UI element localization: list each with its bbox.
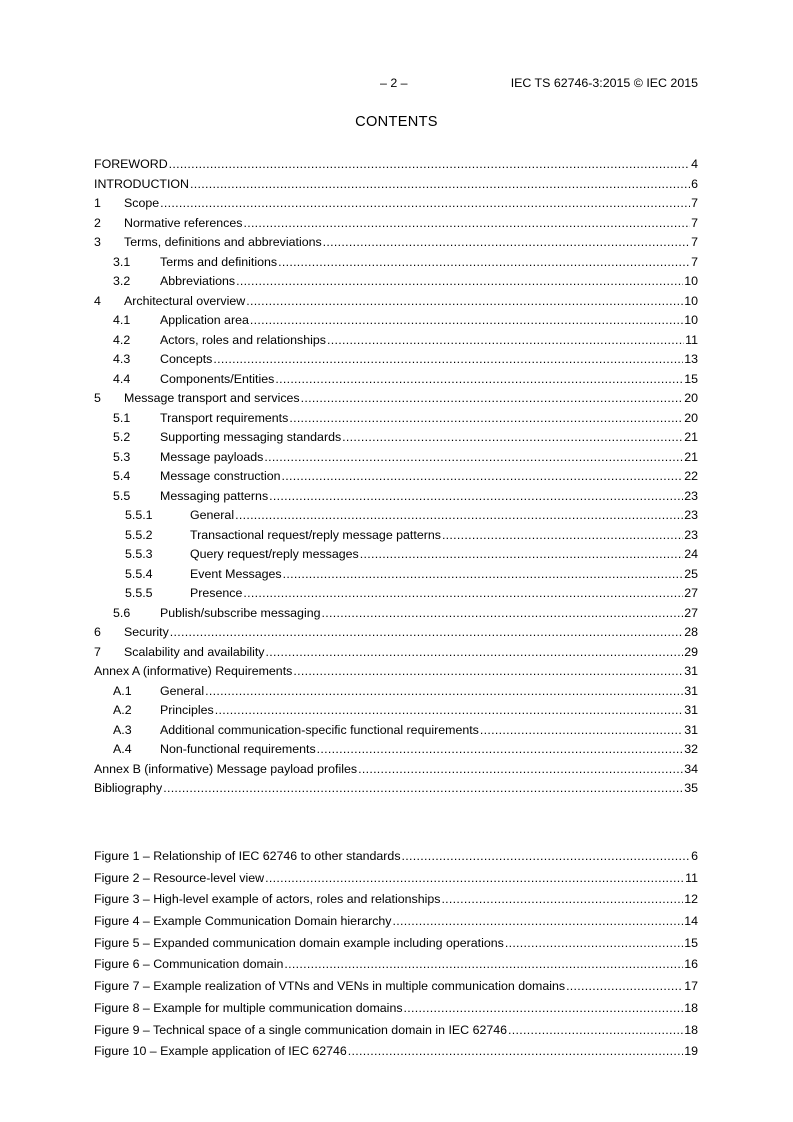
figure-entry-page: 18 [684,1000,698,1015]
toc-entry-label: Annex B (informative) Message payload profiles [94,761,358,776]
toc-entry-page: 28 [684,625,698,639]
dot-leader [160,196,690,210]
dot-leader [190,177,690,191]
toc-entry-number: 4.4 [113,371,131,386]
toc-entry-number: 5.5.5 [125,586,153,600]
toc-entry-label: Terms and definitions [160,254,278,269]
toc-entry-page: 22 [684,469,698,483]
figure-entry-page: 15 [684,935,698,950]
toc-entry-number: 5.5.2 [125,527,153,542]
toc-entry[interactable] [94,177,698,197]
toc-entry-page: 10 [684,313,698,327]
toc-entry[interactable] [94,625,698,645]
toc-entry-number: 5.5.1 [125,508,153,522]
toc-entry-label: Query request/reply messages [190,547,359,561]
toc-entry-label: Transport requirements [160,410,289,425]
dot-leader [402,849,691,863]
toc-entry-number: 5.1 [113,410,131,425]
toc-entry-page: 7 [691,196,698,210]
toc-entry-label: Message payloads [160,449,264,464]
toc-entry[interactable] [94,781,698,801]
toc-entry[interactable] [94,352,698,372]
toc-entry[interactable] [94,489,698,509]
dot-leader [243,216,690,230]
toc-entry-label: Scalability and availability [124,644,265,659]
figure-entry[interactable] [94,1044,698,1066]
figure-entry[interactable] [94,914,698,936]
toc-entry-number: 5.4 [113,469,131,483]
figure-entry[interactable] [94,957,698,979]
toc-entry[interactable] [94,157,698,177]
toc-entry-label: General [190,508,235,522]
toc-entry-label: Transactional request/reply message patterns [190,527,441,542]
dot-leader [508,1023,683,1037]
toc-entry[interactable] [94,703,698,723]
toc-entry-label: Publish/subscribe messaging [160,605,321,620]
figure-entry[interactable] [94,1023,698,1045]
dot-leader [170,625,683,639]
figure-entry[interactable] [94,871,698,893]
toc-entry[interactable] [94,313,698,333]
toc-entry-page: 27 [684,605,698,620]
toc-entry-page: 23 [684,527,698,542]
toc-entry[interactable] [94,547,698,567]
toc-entry-page: 23 [684,488,698,503]
dot-leader [235,508,683,522]
dot-leader [284,957,683,971]
toc-entry-page: 31 [684,722,698,737]
toc-entry-page: 7 [691,235,698,249]
toc-entry[interactable] [94,235,698,255]
toc-entry-label: Non-functional requirements [160,742,316,756]
toc-entry-label: Application area [160,313,249,327]
toc-entry-label: Message transport and services [124,391,300,405]
toc-entry[interactable] [94,255,698,275]
toc-entry[interactable] [94,508,698,528]
toc-entry-label: Normative references [124,215,243,230]
toc-entry-label: Architectural overview [124,293,246,308]
dot-leader [505,936,683,950]
dot-leader [236,274,683,288]
dot-leader [293,664,683,678]
toc-entry-number: 5.5.3 [125,547,153,561]
figure-entry-page: 14 [684,914,698,929]
dot-leader [213,352,683,366]
dot-leader [348,1044,683,1058]
standard-reference: IEC TS 62746-3:2015 © IEC 2015 [510,76,698,90]
dot-leader [393,914,684,928]
toc-entry-number: 5 [94,391,101,405]
toc-entry-label: Actors, roles and relationships [160,332,326,347]
toc-entry-page: 29 [684,644,698,659]
toc-entry-label: Terms, definitions and abbreviations [124,235,322,249]
dot-leader [317,742,684,756]
dot-leader [566,979,683,993]
toc-entry-label: General [160,683,205,698]
figure-entry[interactable] [94,979,698,1001]
toc-entry-number: 5.5 [113,488,131,503]
toc-entry[interactable] [94,742,698,762]
dot-leader [243,586,683,600]
toc-entry-label: Components/Entities [160,371,275,386]
dot-leader [169,157,690,171]
dot-leader [404,1001,684,1015]
figure-entry-label: Figure 8 – Example for multiple communication domains [94,1000,403,1015]
toc-entry-page: 15 [684,371,698,386]
toc-entry-number: 4.3 [113,352,131,366]
toc-entry[interactable] [94,216,698,236]
toc-entry[interactable] [94,196,698,216]
toc-entry-number: A.2 [113,703,132,717]
page-header [0,76,793,94]
dot-leader [264,450,683,464]
toc-entry-page: 20 [684,391,698,405]
dot-leader [358,762,683,776]
toc-entry-number: A.3 [113,722,132,737]
toc-entry-label: Bibliography [94,781,163,795]
toc-entry-page: 20 [684,410,698,425]
figure-entry[interactable] [94,936,698,958]
toc-entry-page: 35 [684,781,698,795]
toc-entry-number: 4.2 [113,332,131,347]
dot-leader [265,871,684,885]
dot-leader [278,255,690,269]
dot-leader [442,528,683,542]
dot-leader [480,723,683,737]
toc-entry[interactable] [94,586,698,606]
toc-entry-page: 31 [684,683,698,698]
figure-entry-page: 11 [685,870,698,885]
figure-entry-label: Figure 2 – Resource-level view [94,870,265,885]
dot-leader [301,391,684,405]
figure-entry[interactable] [94,892,698,914]
dot-leader [441,892,683,906]
toc-entry-page: 7 [691,254,698,269]
toc-entry-page: 13 [684,352,698,366]
dot-leader [283,567,684,581]
toc-entry-number: A.4 [113,742,132,756]
toc-entry-page: 4 [691,157,698,171]
toc-entry-number: 4 [94,293,101,308]
dot-leader [215,703,683,717]
toc-entry-label: INTRODUCTION [94,176,189,191]
dot-leader [246,294,683,308]
toc-entry-number: 3.1 [113,254,131,269]
figure-entry-label: Figure 1 – Relationship of IEC 62746 to other standards [94,849,401,863]
toc-entry[interactable] [94,430,698,450]
figure-entry-page: 17 [684,979,698,994]
page-title: CONTENTS [355,114,438,130]
toc-entry-page: 11 [685,332,698,347]
toc-entry-page: 7 [691,215,698,230]
figure-entry-label: Figure 7 – Example realization of VTNs and VENs in multiple communication domains [94,979,566,994]
toc-entry-number: 5.3 [113,449,131,464]
figure-entry-page: 19 [684,1044,698,1059]
figure-entry-label: Figure 4 – Example Communication Domain hierarchy [94,914,392,929]
toc-entry-label: Principles [160,703,214,717]
toc-entry[interactable] [94,469,698,489]
dot-leader [327,333,684,347]
toc-entry[interactable] [94,645,698,665]
toc-entry-number: 6 [94,625,101,639]
toc-entry[interactable] [94,762,698,782]
dot-leader [266,645,684,659]
toc-entry[interactable] [94,411,698,431]
dot-leader [250,313,683,327]
toc-entry-page: 10 [684,293,698,308]
toc-entry-page: 21 [684,430,698,444]
toc-entry-number: 5.2 [113,430,131,444]
toc-entry-label: Additional communication-specific functional requirements [160,722,479,737]
toc-entry-number: 7 [94,644,101,659]
toc-entry-label: Concepts [160,352,213,366]
figure-entry-label: Figure 10 – Example application of IEC 62746 [94,1044,347,1059]
dot-leader [205,684,683,698]
list-of-figures [94,849,698,1066]
toc-entry[interactable] [94,723,698,743]
toc-entry-label: Annex A (informative) Requirements [94,664,293,678]
toc-entry-number: 3 [94,235,101,249]
toc-entry-number: 4.1 [113,313,131,327]
toc-entry-label: Presence [190,586,243,600]
dot-leader [321,606,683,620]
figure-entry[interactable] [94,849,698,871]
figure-entry-page: 6 [691,849,698,863]
toc-entry-page: 10 [684,274,698,288]
toc-entry[interactable] [94,664,698,684]
toc-entry-label: Event Messages [190,566,282,581]
toc-entry[interactable] [94,274,698,294]
toc-entry-page: 25 [684,566,698,581]
toc-entry[interactable] [94,684,698,704]
dot-leader [323,235,690,249]
dot-leader [269,489,683,503]
toc-entry-label: Messaging patterns [160,488,269,503]
figure-entry-label: Figure 6 – Communication domain [94,957,284,972]
toc-entry-label: Supporting messaging standards [160,430,342,444]
figure-entry-page: 18 [684,1022,698,1037]
figure-entry-label: Figure 9 – Technical space of a single communication domain in IEC 62746 [94,1022,508,1037]
table-of-contents [94,157,698,801]
toc-entry-label: FOREWORD [94,157,168,171]
toc-entry[interactable] [94,333,698,353]
page-number: – 2 – [380,76,408,90]
toc-entry-page: 23 [684,508,698,522]
toc-entry-page: 6 [691,176,698,191]
toc-entry-label: Message construction [160,469,281,483]
toc-entry-page: 27 [684,586,698,600]
toc-entry-page: 32 [684,742,698,756]
toc-entry[interactable] [94,450,698,470]
toc-entry-page: 21 [684,449,698,464]
toc-entry-page: 31 [684,664,698,678]
toc-entry-label: Scope [124,196,160,210]
toc-entry[interactable] [94,567,698,587]
toc-entry-number: A.1 [113,683,132,698]
dot-leader [282,469,684,483]
toc-entry-number: 5.6 [113,605,131,620]
figure-entry-page: 16 [684,957,698,972]
figure-entry-label: Figure 5 – Expanded communication domain example including operations [94,935,504,950]
toc-entry-label: Abbreviations [160,274,236,288]
toc-entry-number: 1 [94,196,101,210]
dot-leader [163,781,683,795]
toc-entry-page: 24 [684,547,698,561]
dot-leader [342,430,683,444]
dot-leader [275,372,683,386]
toc-entry[interactable] [94,372,698,392]
toc-entry-page: 34 [684,761,698,776]
toc-entry[interactable] [94,606,698,626]
toc-entry-label: Security [124,625,169,639]
toc-entry-number: 3.2 [113,274,131,288]
toc-entry[interactable] [94,391,698,411]
figure-entry-page: 12 [684,892,698,907]
figure-entry-label: Figure 3 – High-level example of actors, roles and relationships [94,892,441,907]
toc-entry-number: 5.5.4 [125,566,153,581]
figure-entry[interactable] [94,1001,698,1023]
dot-leader [289,411,683,425]
toc-entry[interactable] [94,294,698,314]
toc-entry[interactable] [94,528,698,548]
toc-entry-number: 2 [94,215,101,230]
toc-entry-page: 31 [684,703,698,717]
dot-leader [360,547,683,561]
